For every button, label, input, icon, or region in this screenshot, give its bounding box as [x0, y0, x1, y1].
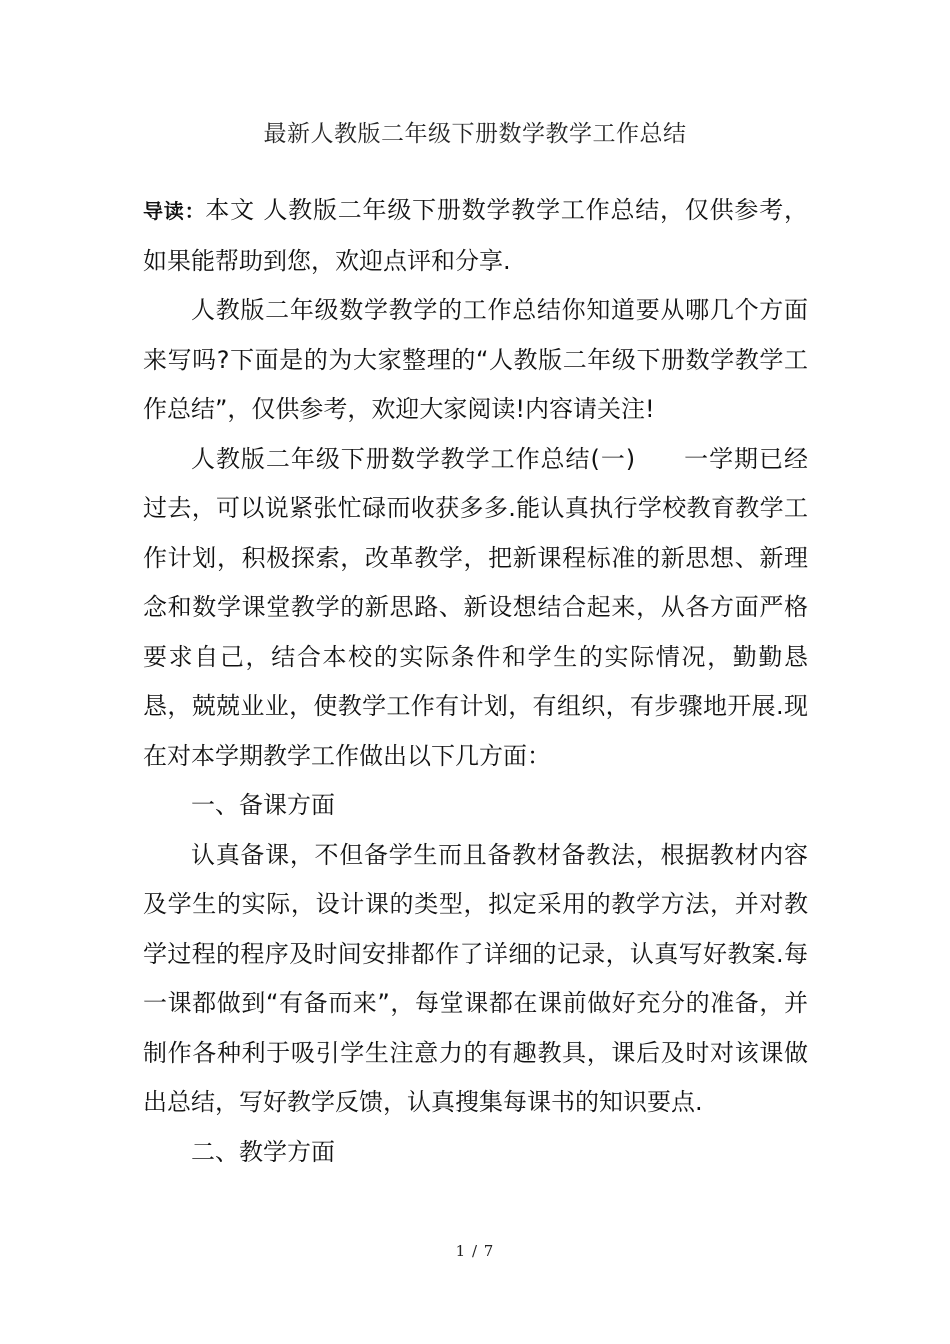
- summary-text: 一学期已经过去，可以说紧张忙碌而收获多多.能认真执行学校教育教学工作计划，积极探索，改革教学，把新课程标准的新思想、新理念和数学课堂教学的新思路、新设想结合起来，从各方面严格要求自己，结合本校的实际条件和学生的实际情况，勤勤恳恳，兢兢业业，使教学工作有计划，有组织，有步骤地开展.现在对本学期教学工作做出以下几方面：: [143, 444, 808, 770]
- heading-teaching: 二、教学方面: [191, 1137, 335, 1166]
- summary-paragraph: [143, 435, 808, 782]
- intro-paragraph: 人教版二年级数学教学的工作总结你知道要从哪几个方面来写吗?下面是的为大家整理的“人教版二年级下册数学教学工作总结”，仅供参考，欢迎大家阅读!内容请关注!: [143, 296, 808, 423]
- document-body: [143, 186, 808, 1177]
- lead-paragraph: [143, 186, 808, 286]
- lead-label: 导读：: [143, 199, 206, 223]
- page-number: 1 / 7: [455, 1242, 495, 1260]
- document-title: 最新人教版二年级下册数学教学工作总结: [263, 121, 687, 147]
- lesson-preparation-paragraph: 认真备课，不但备学生而且备教材备教法，根据教材内容及学生的实际，设计课的类型，拟定采用的教学方法，并对教学过程的程序及时间安排都作了详细的记录，认真写好教案.每一课都做到“有备而来”，每堂课都在课前做好充分的准备，并制作各种利于吸引学生注意力的有趣教具，课后及时对该课做出总结，写好教学反馈，认真搜集每课书的知识要点.: [143, 840, 808, 1116]
- heading-lesson-preparation: 一、备课方面: [191, 791, 335, 819]
- section-title: 人教版二年级下册数学教学工作总结(一): [191, 444, 636, 473]
- lead-text: 本文 人教版二年级下册数学教学工作总结，仅供参考，如果能帮助到您，欢迎点评和分享.: [143, 196, 808, 275]
